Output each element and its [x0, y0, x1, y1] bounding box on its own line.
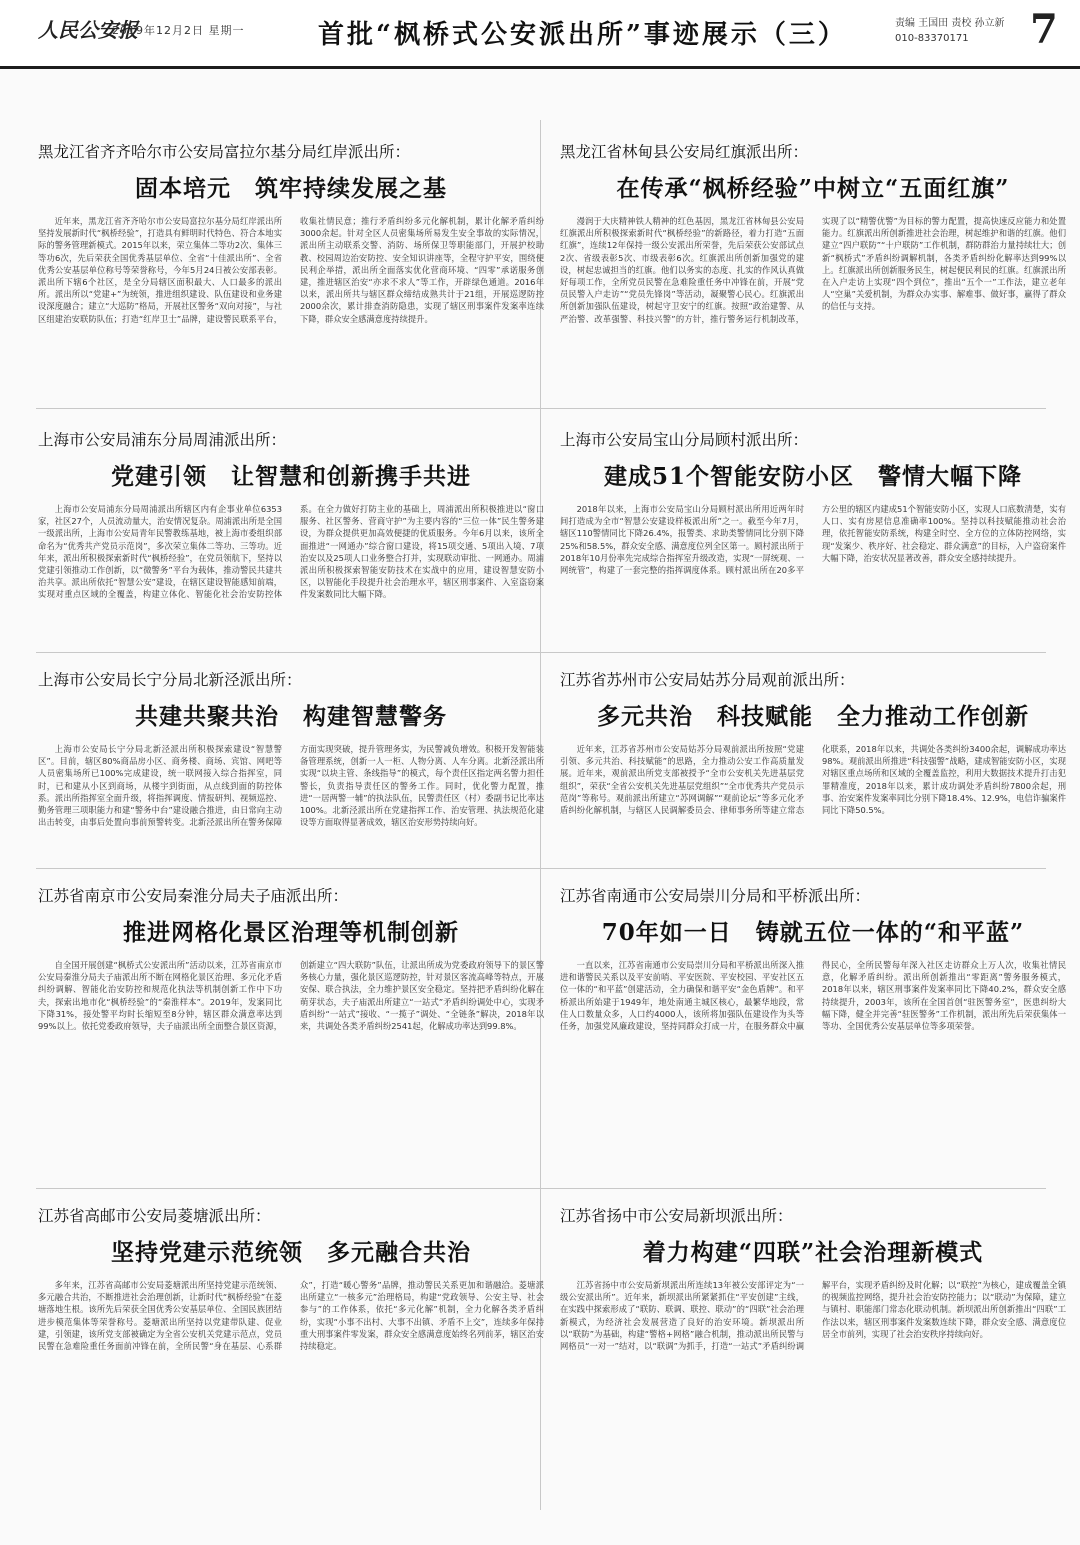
- article-body: 近年来，黑龙江省齐齐哈尔市公安局富拉尔基分局红岸派出所坚持发展新时代“枫桥经验”，打造具有鲜明时代特色、符合本地实际的警务管理新模式。2015年以来，荣立集体二等功2次、集体三等功6次，先后荣获全国优秀基层单位、全省“十佳派出所”、全省优秀公安基层单位称号等荣誉称号，今年5月24日被公安部表彰。派出所下辖6个社区，是全分局辖区面积最大、人口最多的派出所。派出所以“党建+”为统领，推进组织建设、队伍建设和业务建设深度融合；建立“大巡防”格局，开展社区警务“双向对接”，与社区组建治安联防队伍；打造“红岸卫士”品牌，建设警民联系平台，收集社情民意；推行矛盾纠纷多元化解机制，累计化解矛盾纠纷3000余起。针对全区人员密集场所易发生安全事故的实际情况，派出所主动联系交警、消防、场所保卫等职能部门，开展护校助教、校园周边治安防控、安全知识讲座等，全程守护平安，围绕便民利企举措，派出所全面落实优化营商环境、“四零”承诺服务创建，推进辖区治安“亦求不求人”等工作，开辟绿色通道。2016年以来，派出所共与辖区群众缔结成熟共计于21组，开展巡逻防控2000余次，累计排查消防隐患，实现了辖区刑事案件发案率连续下降，群众安全感满意度持续提升。: [38, 216, 544, 324]
- editor-info: [895, 16, 1030, 46]
- article-body: 漫润于大庆精神铁人精神的红色基因，黑龙江省林甸县公安局红旗派出所积极探索新时代“枫桥经验”的新路径，着力打造“五面红旗”，连续12年保持一级公安派出所荣誉，先后荣获公安部试点2次、省级表彰5次、市级表彰6次。红旗派出所创新加强党的建设，树起忠诚担当的红旗。他们以务实的态度、扎实的作风认真做好每项工作，全所党员民警在急难险重任务中冲锋在前，开展“党员民警入户走访”“党员先锋岗”等活动，凝聚警心民心。红旗派出所创新加强队伍建设，树起守卫安宁的红旗。按照“政治建警、从严治警、改革强警、科技兴警”的方针，推行警务运行机制改革，实现了以“精警优警”为目标的警力配置，提高快速反应能力和处置能力。红旗派出所创新推进社会治理，树起维护和谐的红旗。他们建立“四户联防”“十户联防”工作机制，群防群治力量持续壮大；创新“枫桥式”矛盾纠纷调解机制，各类矛盾纠纷化解率达到99%以上。红旗派出所创新服务民生，树起便民利民的红旗。红旗派出所在入户走访上实现“四个到位”，推出“五个一”工作法，建立老年人“空巢”关爱机制，为群众办实事、解难事、做好事，赢得了群众的信任与支持。: [560, 216, 1066, 324]
- article-gucun: [560, 428, 1066, 643]
- article-org: 上海市公安局宝山分局顾村派出所：: [560, 431, 809, 449]
- article-body: 多年来，江苏省高邮市公安局菱塘派出所坚持党建示范统领、多元融合共治，不断推进社会治理创新，让新时代“枫桥经验”在菱塘落地生根。该所先后荣获全国优秀公安基层单位、全国民族团结进步模范集体等荣誉称号。菱塘派出所坚持以党建带队建、促业建，引领建，该所党支部被确定为全省公安机关党建示范点，党员民警在急难险重任务面前冲锋在前，全所民警“身在基层、心系群众”，打造“暖心警务”品牌，推动警民关系更加和谐融洽。菱塘派出所建立“一核多元”治理格局，构建“党政领导、公安主导、社会参与”的工作体系，依托“多元化解”机制，全力化解各类矛盾纠纷，实现“小事不出村、大事不出镇、矛盾不上交”，连续多年保持重大刑事案件零发案，群众安全感满意度始终名列前茅，辖区治安持续稳定。: [38, 1280, 544, 1352]
- row-divider: [36, 868, 1046, 869]
- article-headline: 坚持党建示范统领 多元融合共治: [111, 1239, 471, 1266]
- article-body: 一直以来，江苏省南通市公安局崇川分局和平桥派出所深入推进和谐警民关系以及平安前哨、平安医院、平安校园、平安社区五位一体的“和平蓝”创建活动，全力确保和谐平安“金色盾牌”。和平桥派出所始建于1949年，地处南通主城区核心，最繁华地段，常住人口数量众多，人口约4000人，该所将加强队伍建设作为头等任务，加强党风廉政建设，坚持同群众打成一片，在服务群众中赢得民心，全所民警每年深入社区走访群众上万人次，收集社情民意，化解矛盾纠纷。派出所创新推出“零距离”警务服务模式，2018年以来，辖区刑事案件发案率同比下降40.2%，群众安全感持续提升，2003年，该所在全国首创“驻医警务室”，医患纠纷大幅下降，健全并完善“驻医警务”工作机制，派出所先后荣获集体一等功、全国优秀公安基层单位等多项荣誉。: [560, 960, 1066, 1032]
- article-body: 自全国开展创建“枫桥式公安派出所”活动以来，江苏省南京市公安局秦淮分局夫子庙派出所不断在网格化景区治理、多元化矛盾纠纷调解、智能化治安防控和规范化执法等机制创新工作中下功夫，探索出地市化“枫桥经验”的“秦淮样本”。2019年，发案同比下降31%，接处警平均时长缩短至8分钟，辖区群众满意率达到99%以上。依托党委政府领导，夫子庙派出所全面整合景区资源，创新建立“四大联防”队伍，让派出所成为党委政府领导下的景区警务核心力量，强化景区巡逻防控，针对景区客流高峰等特点，开展安保、联合执法，全力维护景区安全稳定。坚持把矛盾纠纷化解在萌芽状态，夫子庙派出所建立“一站式”矛盾纠纷调处中心，实现矛盾纠纷“一站式”接收、“一揽子”调处、“全链条”解决，2018年以来，共调处各类矛盾纠纷2541起，化解成功率达到99.8%。: [38, 960, 544, 1032]
- article-beixinjing: [38, 668, 544, 860]
- article-headline: 推进网格化景区治理等机制创新: [123, 919, 459, 946]
- row-divider: [36, 408, 1046, 409]
- article-org: 黑龙江省齐齐哈尔市公安局富拉尔基分局红岸派出所：: [38, 143, 411, 161]
- article-headline: 建成51个智能安防小区 警情大幅下降: [603, 463, 1022, 490]
- article-xinba: [560, 1204, 1066, 1504]
- article-headline: 在传承“枫桥经验”中树立“五面红旗”: [616, 175, 1010, 202]
- article-org: 江苏省扬中市公安局新坝派出所：: [560, 1207, 793, 1225]
- article-org: 江苏省苏州市公安局姑苏分局观前派出所：: [560, 671, 855, 689]
- article-headline: 固本培元 筑牢持续发展之基: [135, 175, 447, 202]
- page-number: 7: [1030, 6, 1058, 53]
- article-headline: 党建引领 让智慧和创新携手共进: [111, 463, 471, 490]
- page-title: 首批“枫桥式公安派出所”事迹展示（三）: [318, 20, 847, 50]
- article-body: 2018年以来，上海市公安局宝山分局顾村派出所用近两年时间打造成为全市“智慧公安建设样板派出所”之一。截至今年7月，辖区110警情同比下降26.4%，报警类、求助类警情同比分别下降25%和58.5%，群众安全感、满意度位列全区第一。顾村派出所于2018年10月份率先完成综合指挥室升级改造，实现“一屏统观、一网统管”，构建了一套完整的指挥调度体系。顾村派出所在20多平方公里的辖区内建成51个智能安防小区，实现人口底数清楚，实有人口、实有房屋信息准确率100%。坚持以科技赋能推动社会治理，依托智能安防系统，构建全时空、全方位的立体防控网络，实现“发案少、秩序好、社会稳定、群众满意”的目标，入户盗窃案件大幅下降，治安状况显著改善，群众安全感持续提升。: [560, 504, 1066, 576]
- article-org: 黑龙江省林甸县公安局红旗派出所：: [560, 143, 809, 161]
- newspaper-logo: 人民公安报: [38, 18, 138, 42]
- article-headline: 共建共聚共治 构建智慧警务: [135, 703, 447, 730]
- article-hongqi: [560, 140, 1066, 398]
- article-org: 上海市公安局浦东分局周浦派出所：: [38, 431, 287, 449]
- article-fuzimiao: [38, 884, 544, 1180]
- article-lingtang: [38, 1204, 544, 1504]
- article-headline: 70年如一日 铸就五位一体的“和平蓝”: [601, 919, 1025, 946]
- article-guanqian: [560, 668, 1066, 860]
- article-hepingqiao: [560, 884, 1066, 1180]
- row-divider: [36, 652, 1046, 653]
- editor-phone: 010-83370171: [895, 33, 969, 44]
- article-body: 上海市公安局浦东分局周浦派出所辖区内有企事业单位6353家，社区27个，人员流动量大，治安情况复杂。周浦派出所是全国一级派出所，上海市公安局青年民警教练基地，被上海市委组织部命名为“优秀共产党员示范岗”，多次荣立集体二等功、三等功。近年来，派出所积极探索新时代“枫桥经验”，在党员领航下，坚持以党建引领推动工作创新，以“微警务”平台为载体，推动警民共建共治共享。派出所依托“智慧公安”建设，在辖区建设智能感知前端，实现对重点区域的全覆盖，构建立体化、智能化社会治安防控体系。在全力做好打防主业的基础上，周浦派出所积极推进以“窗口服务、社区警务、营商守护”为主要内容的“三位一体”民生警务建设，为群众提供更加高效便捷的优质服务。今年6月以来，该所全面推进“一网通办”综合窗口建设，将15项交通、5项出入境、7项治安以及25项人口业务整合打并，实现联动审批、一网通办。周浦派出所积极探索智能安防技术在实战中的应用，建设智慧安防小区，以智能化手段提升社会治理水平，辖区刑事案件、入室盗窃案件发案数同比大幅下降。: [38, 504, 544, 600]
- article-org: 江苏省高邮市公安局菱塘派出所：: [38, 1207, 271, 1225]
- article-body: 江苏省扬中市公安局新坝派出所连续13年被公安部评定为“一级公安派出所”。近年来，新坝派出所紧紧抓住“平安创建”主线，在实践中探索形成了“联防、联调、联控、联动”的“四联”社会治理新模式，为经济社会发展营造了良好的治安环境。新坝派出所以“联防”为基础，构建“警格+网格”融合机制，推动派出所民警与网格员“一对一”结对，以“联调”为抓手，打造“一站式”矛盾纠纷调解平台，实现矛盾纠纷及时化解；以“联控”为核心，建成覆盖全镇的视频监控网络，提升社会治安防控能力；以“联动”为保障，建立与镇村、职能部门常态化联动机制。新坝派出所创新推出“四联”工作法以来，辖区刑事案件发案数连续下降，群众安全感、满意度位居全市前列，实现了社会治安秩序持续向好。: [560, 1280, 1066, 1352]
- article-org: 上海市公安局长宁分局北新泾派出所：: [38, 671, 302, 689]
- article-org: 江苏省南京市公安局秦淮分局夫子庙派出所：: [38, 887, 349, 905]
- article-headline: 多元共治 科技赋能 全力推动工作创新: [597, 703, 1029, 730]
- article-body: 上海市公安局长宁分局北新泾派出所积极探索建设“智慧警区”。目前，辖区80%商品房小区、商务楼、商场、宾馆、网吧等人员密集场所已100%完成建设，统一联网接入综合指挥室，同时，已和建从小区到商场，从楼宇到街面，从点线到面的防控体系。派出所指挥室全面升级，将指挥调度、情报研判、视频巡控、勤务管理三项职能力和建“警务中台”建设融合推进，由日常向主动出击转变，由事后处置向事前预警转变。北新泾派出所在警务保障方面实现突破，提升管理务实，为民警减负增效。积极开发智能装备管理系统，创新一人一柜、人物分离、人车分离。北新泾派出所实现“以块主管、条线指导”的模式，每个责任区指定两名警力担任警长，负责指导责任区的警务工作。同时，优化警力配置，推进“一居两警一辅”的执法队伍，民警责任区（村）委副书记比率达100%。北新泾派出所在党建指挥工作、治安管理、执法规范化建设等方面取得显著成效，辖区治安形势持续向好。: [38, 744, 544, 828]
- article-hongan: [38, 140, 544, 398]
- masthead: [0, 0, 1080, 69]
- article-body: 近年来，江苏省苏州市公安局姑苏分局观前派出所按照“党建引领、多元共治、科技赋能”的思路，全力推动公安工作高质量发展。近年来，观前派出所党支部被授予“全市公安机关先进基层党组织”，荣获“全省公安机关先进基层党组织”“全市优秀共产党员示范岗”等称号。观前派出所建立“苏网调解”“观前论坛”等多元化矛盾纠纷化解机制，与辖区人民调解委员会、律师事务所等建立常态化联系，2018年以来，共调处各类纠纷3400余起，调解成功率达98%。观前派出所推进“科技强警”战略，建成智能安防小区，实现对辖区重点场所和区域的全覆盖监控，利用大数据技术提升打击犯罪精准度，2018年以来，累计成功调处矛盾纠纷7800余起，刑事、治安案件发案率同比分别下降18.4%、12.9%，电信诈骗案件同比下降50.5%。: [560, 744, 1066, 816]
- editor-names: 责编 王国田 责校 孙立新: [895, 18, 1005, 29]
- issue-date: 2019年12月2日 星期一: [112, 24, 245, 37]
- article-headline: 着力构建“四联”社会治理新模式: [642, 1239, 984, 1266]
- row-divider: [36, 1188, 1046, 1189]
- article-zhoupu: [38, 428, 544, 643]
- article-org: 江苏省南通市公安局崇川分局和平桥派出所：: [560, 887, 871, 905]
